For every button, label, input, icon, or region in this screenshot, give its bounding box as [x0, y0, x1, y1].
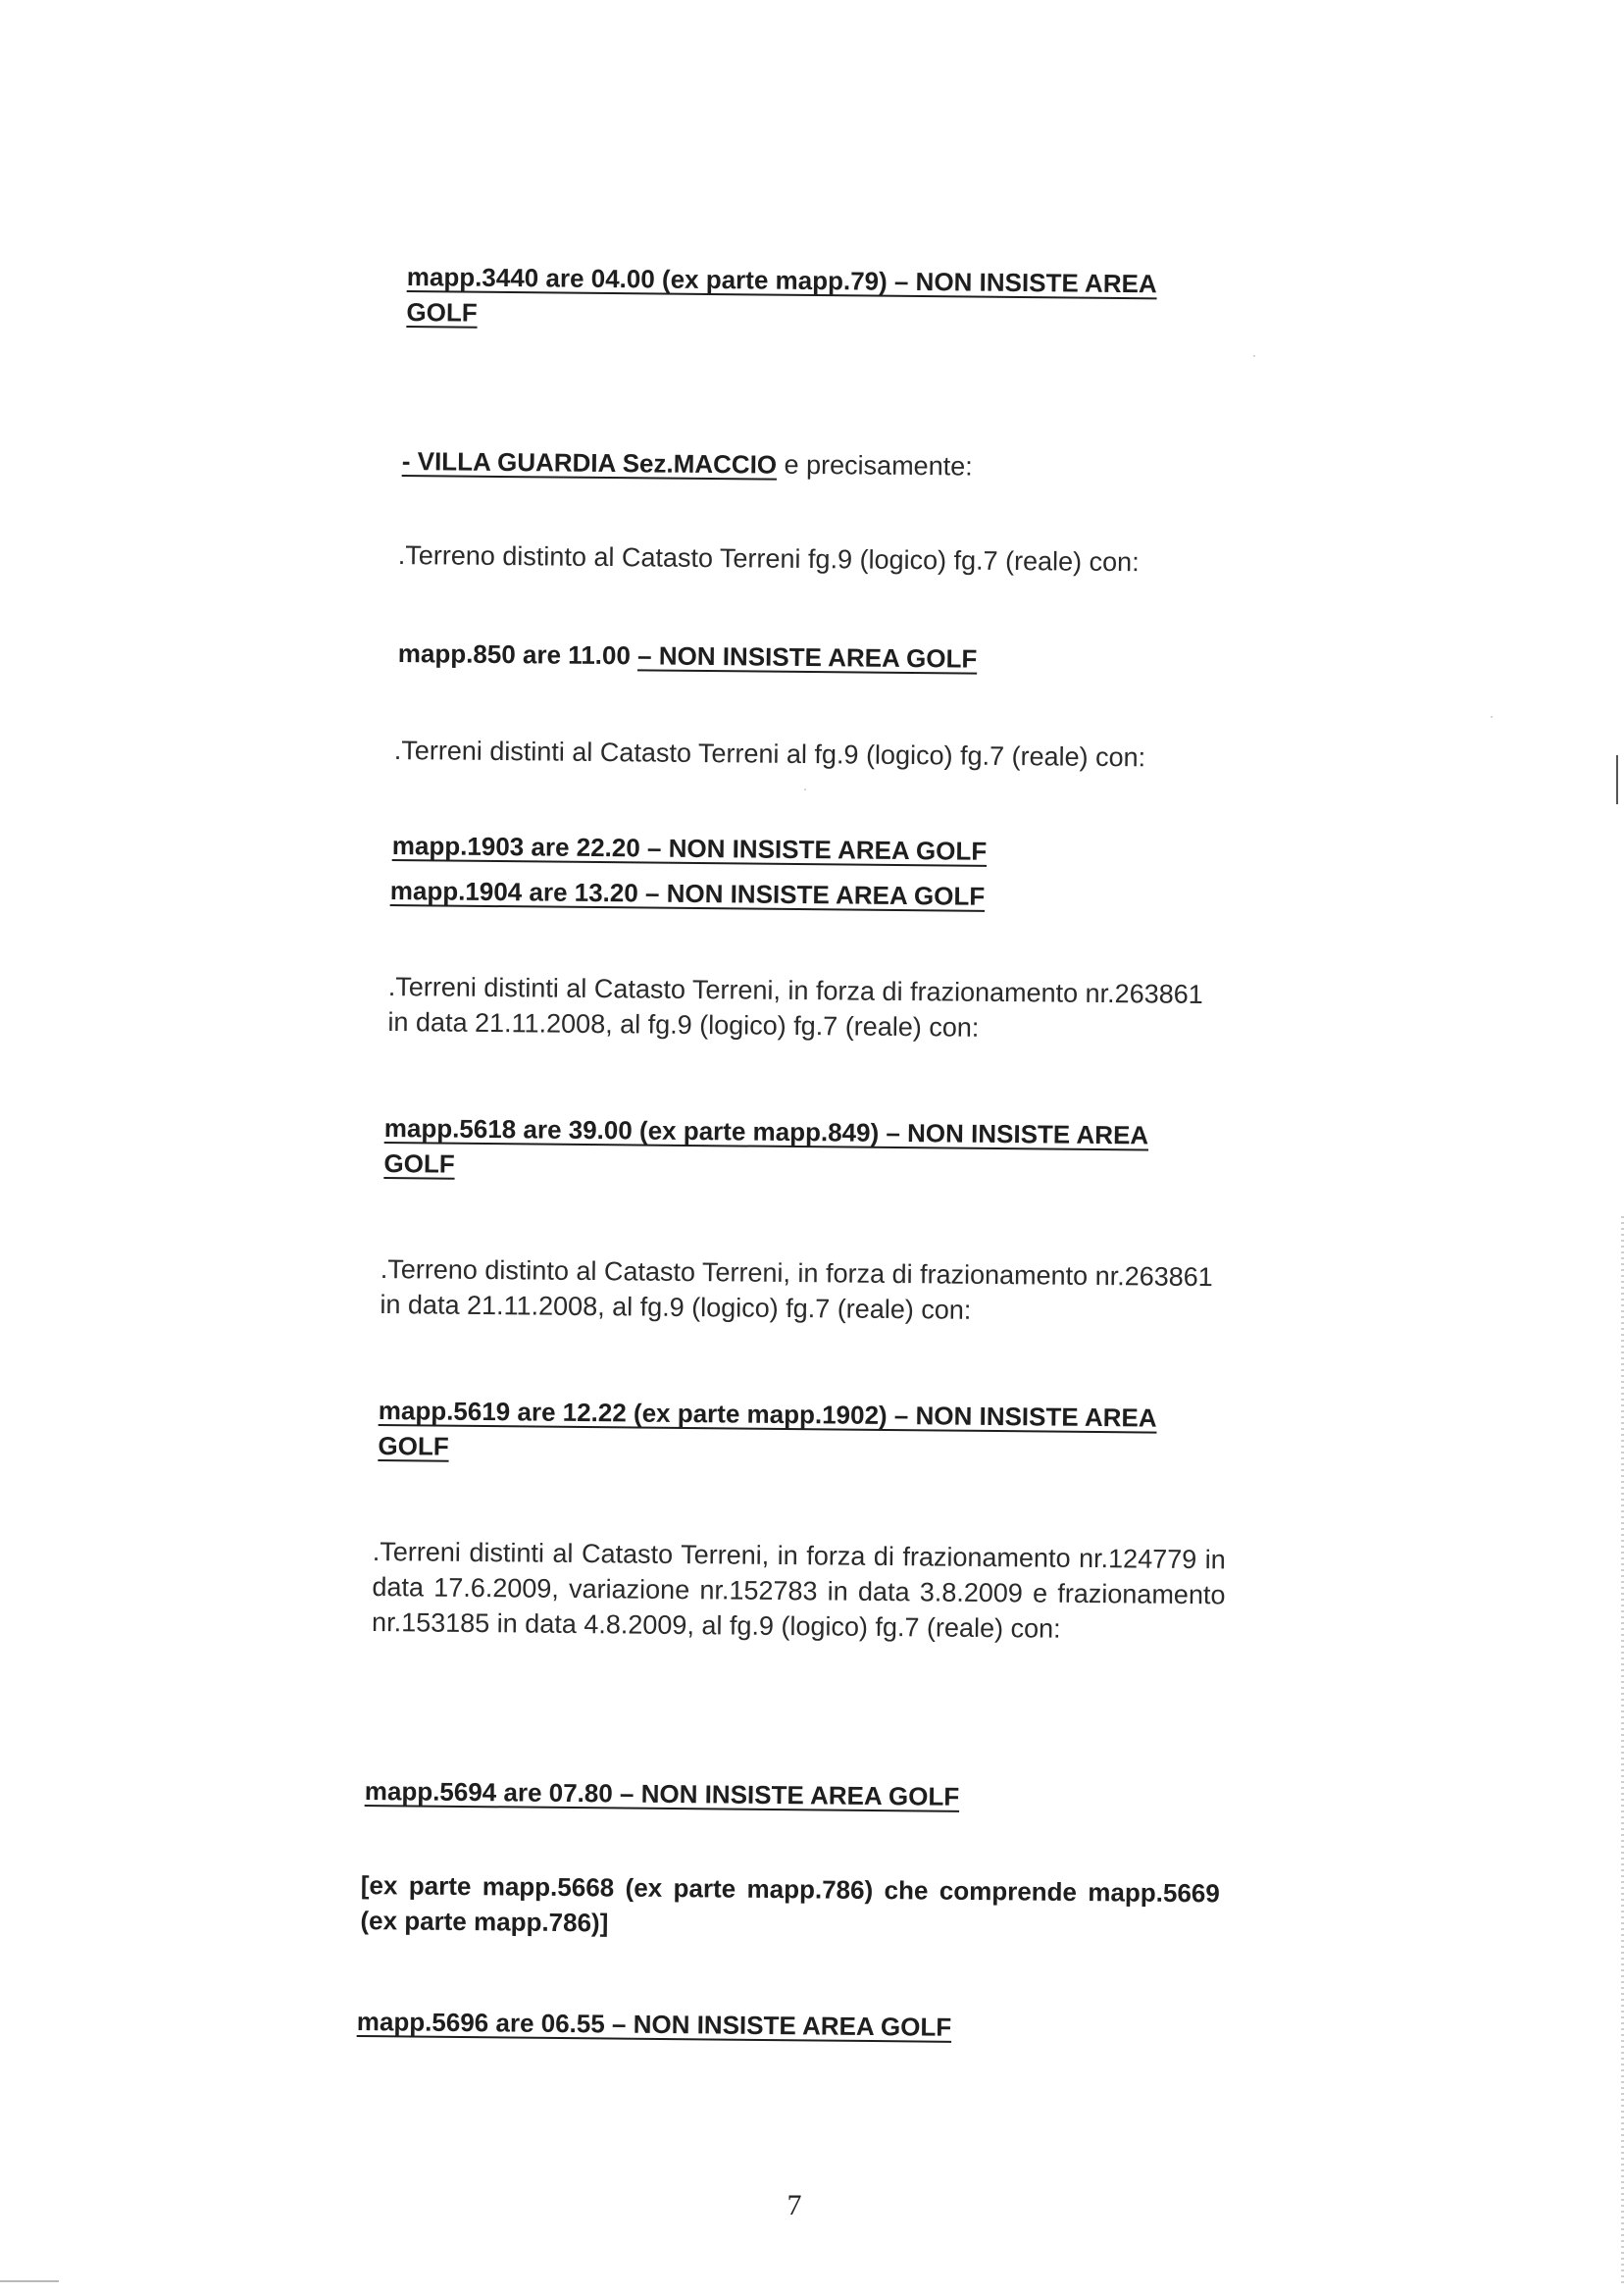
parcel-description [380, 1251, 1213, 1330]
parcel-entry-1903 [392, 828, 988, 869]
scan-mark [1616, 755, 1618, 804]
parcel-description: .Terreno distinto al Catasto Terreni fg.9 (logico) fg.7 (reale) con: [397, 539, 1140, 578]
scan-speck [1253, 355, 1255, 357]
parcel-note: [ex parte mapp.5668 (ex parte mapp.786) che comprende mapp.5669 (ex parte mapp.786)] [360, 1869, 1220, 1938]
parcel-entry-5694 [365, 1773, 960, 1814]
parcel-entry-5619 [378, 1393, 1156, 1471]
parcel-description [387, 969, 1203, 1047]
parcel-entry-3440 [406, 259, 1157, 336]
parcel-description-line: .Terreni distinti al Catasto Terreni, in forza di frazionamento nr.263861 [387, 971, 1203, 1009]
scan-speck [1491, 716, 1493, 718]
section-heading-villa-guardia [402, 443, 973, 484]
parcel-entry-1904 [390, 873, 986, 914]
parcel-entry-line: GOLF [378, 1430, 449, 1461]
parcel-entry-line: mapp.5619 are 12.22 (ex parte mapp.1902) – NON INSISTE AREA [378, 1395, 1157, 1433]
section-heading-suffix: e precisamente: [776, 449, 973, 482]
parcel-entry-5696 [357, 2004, 952, 2045]
parcel-entry-line: mapp.3440 are 04.00 (ex parte mapp.79) – NON INSISTE AREA [406, 261, 1157, 299]
parcel-entry-line: mapp.5694 are 07.80 – NON INSISTE AREA GOLF [364, 1775, 960, 1811]
parcel-entry-status: – NON INSISTE AREA GOLF [636, 640, 978, 674]
parcel-entry-line: GOLF [406, 296, 478, 328]
parcel-entry-line: mapp.1904 are 13.20 – NON INSISTE AREA GOLF [389, 875, 986, 911]
page-number: 7 [787, 2189, 802, 2221]
parcel-description-line: in data 21.11.2008, al fg.9 (logico) fg.7 (reale) con: [387, 1006, 980, 1043]
parcel-entry-line: mapp.5696 are 06.55 – NON INSISTE AREA GOLF [356, 2006, 952, 2042]
parcel-entry-line: mapp.5618 are 39.00 (ex parte mapp.849) – NON INSISTE AREA [383, 1112, 1149, 1150]
scan-corner-mark [0, 2280, 59, 2282]
parcel-entry-850 [398, 636, 978, 677]
parcel-description-line: .Terreno distinto al Catasto Terreni, in forza di frazionamento nr.263861 [380, 1253, 1213, 1293]
parcel-description: .Terreni distinti al Catasto Terreni, in forza di frazionamento nr.124779 in data 17.6.2009, variazione nr.152783 in data 3.8.2009 e frazionamento nr.153185 in data 4.8.2009, al fg.9 (logico) fg.7 (reale) con: [371, 1536, 1226, 1644]
scan-speck [804, 789, 806, 790]
parcel-entry-5618 [383, 1110, 1148, 1188]
parcel-entry-lead: mapp.850 are 11.00 [397, 637, 638, 671]
section-heading-title: - VILLA GUARDIA Sez.MACCIO [401, 445, 778, 480]
parcel-description: .Terreni distinti al Catasto Terreni al fg.9 (logico) fg.7 (reale) con: [393, 735, 1146, 773]
parcel-entry-line: mapp.1903 are 22.20 – NON INSISTE AREA GOLF [391, 830, 988, 866]
parcel-description-line: in data 21.11.2008, al fg.9 (logico) fg.7 (reale) con: [380, 1289, 972, 1325]
parcel-entry-line: GOLF [383, 1147, 455, 1179]
